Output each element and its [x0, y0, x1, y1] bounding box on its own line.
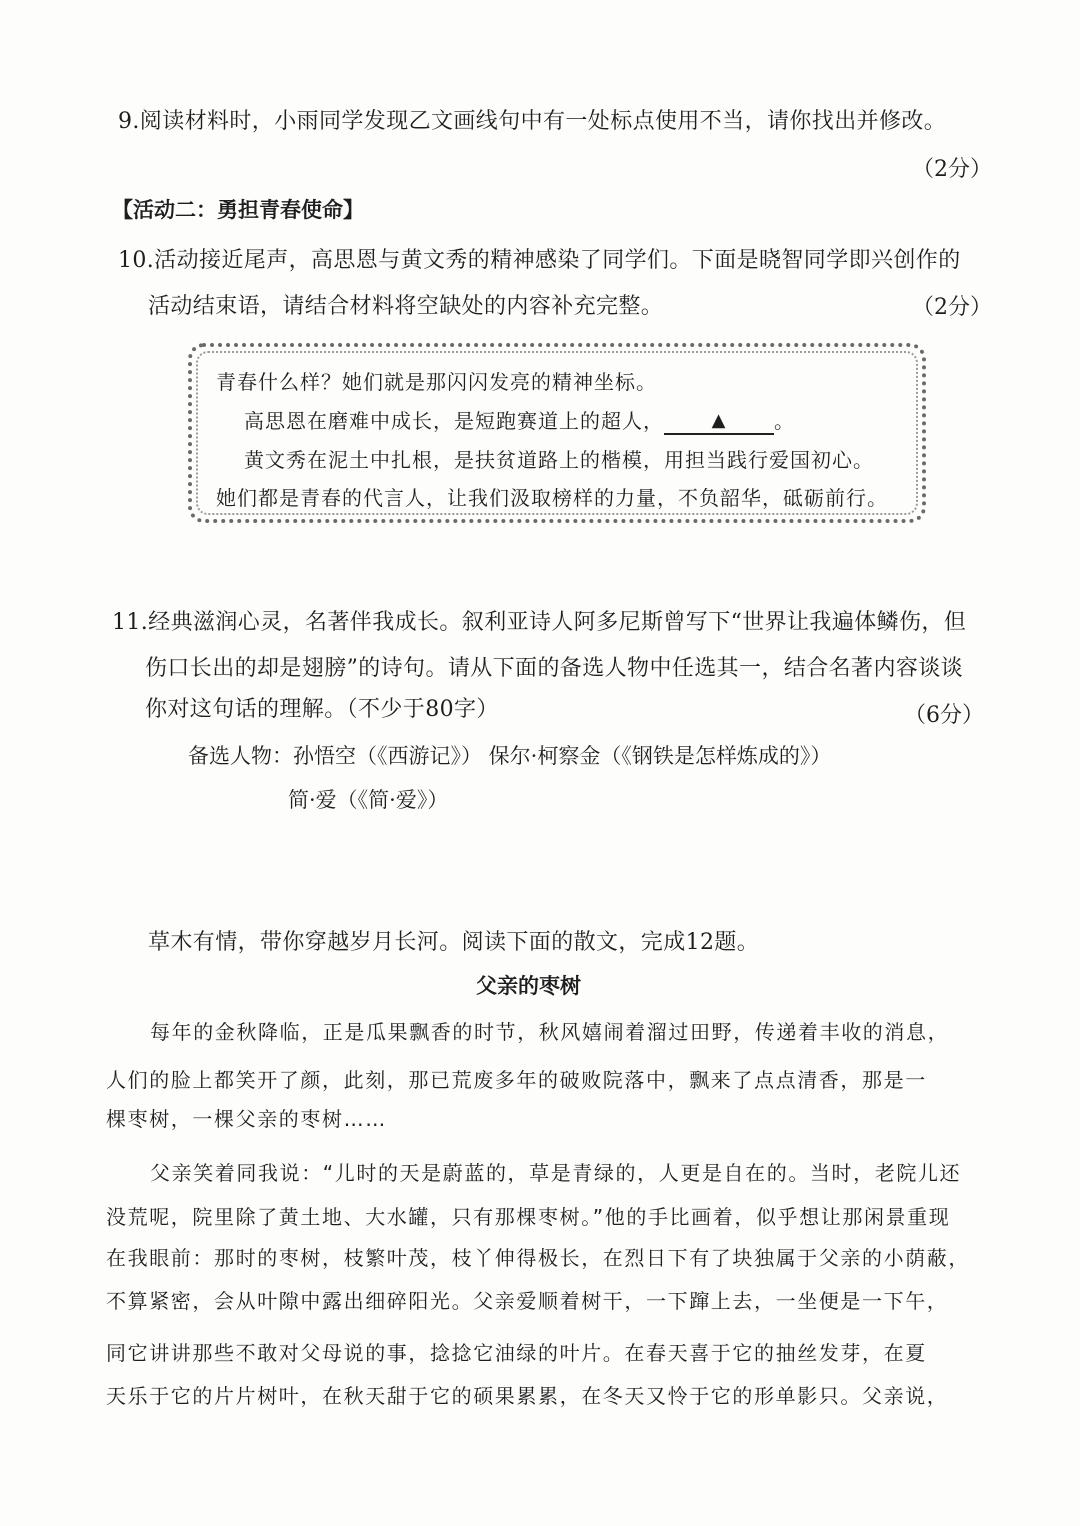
box-line2: [244, 405, 795, 435]
essay-p2-line2: 没荒呢，院里除了黄土地、大水罐，只有那棵枣树。”他的手比画着，似乎想让那闲景重现: [106, 1205, 951, 1229]
essay-p2-line5: 同它讲讲那些不敢对父母说的事，捻捻它油绿的叶片。在春天喜于它的抽丝发芽，在夏: [106, 1341, 927, 1365]
box-line4: 她们都是青春的代言人，让我们汲取榜样的力量，不负韶华，砥砺前行。: [216, 486, 888, 510]
q11-line3: 你对这句话的理解。（不少于80字）: [145, 697, 499, 722]
candidates-line1: 备选人物：孙悟空（《西游记》） 保尔·柯察金（《钢铁是怎样炼成的》）: [188, 744, 832, 768]
answer-blank[interactable]: [664, 409, 774, 435]
q10-score: （2分）: [912, 295, 992, 320]
q9-score: （2分）: [912, 157, 992, 182]
q11-line2: 伤口长出的却是翅膀”的诗句。请从下面的备选人物中任选其一，结合名著内容谈谈: [145, 656, 964, 681]
essay-p2-line3: 在我眼前：那时的枣树，枝繁叶茂，枝丫伸得极长，在烈日下有了块独属于父亲的小荫蔽，: [106, 1246, 970, 1270]
box-line2-end: 。: [774, 409, 795, 433]
reading-intro: 草木有情，带你穿越岁月长河。阅读下面的散文，完成12题。: [148, 930, 760, 955]
activity2-heading: 【活动二：勇担青春使命】: [112, 198, 364, 222]
essay-p2-line1: 父亲笑着同我说：“儿时的天是蔚蓝的，草是青绿的，人更是自在的。当时，老院儿还: [150, 1161, 962, 1185]
box-line2-text: 高思恩在磨难中成长，是短跑赛道上的超人，: [244, 409, 664, 433]
q11-score: （6分）: [904, 703, 984, 728]
essay-p2-line6: 天乐于它的片片树叶，在秋天甜于它的硕果累累，在冬天又怜于它的形单影只。父亲说，: [106, 1384, 949, 1408]
box-line1: 青春什么样？她们就是那闪闪发亮的精神坐标。: [216, 370, 657, 394]
blank-triangle-mark: ▲: [711, 410, 727, 431]
q11-line1: 11.经典滋润心灵，名著伴我成长。叙利亚诗人阿多尼斯曾写下“世界让我遍体鳞伤，但: [112, 610, 967, 635]
essay-p1-line2: 人们的脸上都笑开了颜，此刻，那已荒废多年的破败院落中，飘来了点点清香，那是一: [106, 1068, 927, 1092]
q10-line1: 10.活动接近尾声，高思恩与黄文秀的精神感染了同学们。下面是晓智同学即兴创作的: [118, 248, 961, 273]
box-line3: 黄文秀在泥土中扎根，是扶贫道路上的楷模，用担当践行爱国初心。: [244, 448, 874, 472]
candidates-line2: 简·爱（《简·爱》）: [288, 788, 449, 812]
essay-p1-line1: 每年的金秋降临，正是瓜果飘香的时节，秋风嬉闹着溜过田野，传递着丰收的消息，: [150, 1020, 950, 1044]
q9-text: 9.阅读材料时，小雨同学发现乙文画线句中有一处标点使用不当，请你找出并修改。: [118, 109, 947, 134]
q10-line2: 活动结束语，请结合材料将空缺处的内容补充完整。: [148, 294, 664, 319]
essay-p1-line3: 棵枣树，一棵父亲的枣树……: [106, 1107, 387, 1131]
essay-title: 父亲的枣树: [476, 974, 581, 998]
essay-p2-line4: 不算紧密，会从叶隙中露出细碎阳光。父亲爱顺着树干，一下蹿上去，一坐便是一下午，: [106, 1289, 949, 1313]
